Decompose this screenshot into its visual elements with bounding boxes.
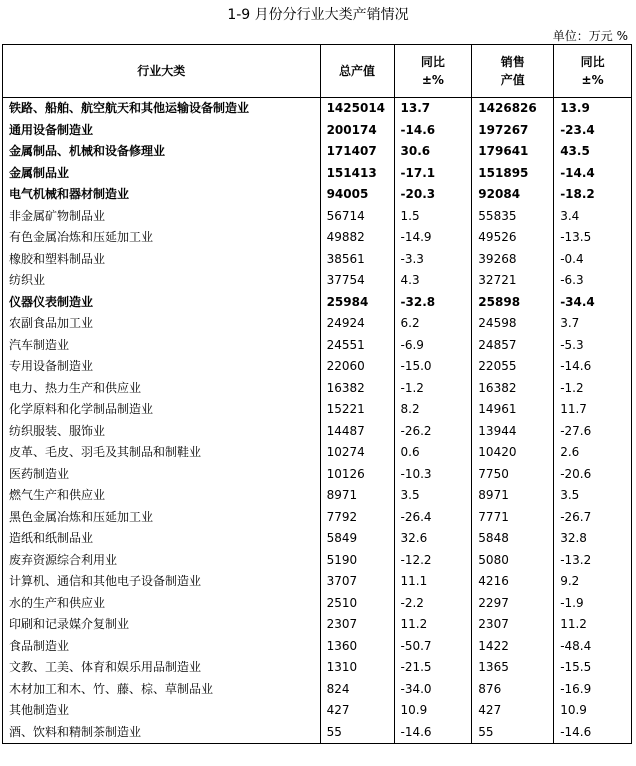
table-row	[3, 679, 632, 701]
sales-yoy-cell: 11.2	[554, 614, 632, 636]
sales-cell: 16382	[472, 378, 554, 400]
sales-cell: 5848	[472, 528, 554, 550]
output-yoy-cell: -12.2	[394, 550, 472, 572]
sales-yoy-cell: -26.7	[554, 507, 632, 529]
output-yoy-cell: 3.5	[394, 485, 472, 507]
sales-yoy-cell: -1.9	[554, 593, 632, 615]
sales-yoy-cell: 11.7	[554, 399, 632, 421]
output-yoy-cell: 8.2	[394, 399, 472, 421]
table-row	[3, 227, 632, 249]
sales-cell: 49526	[472, 227, 554, 249]
sales-cell: 24598	[472, 313, 554, 335]
output-yoy-cell: 32.6	[394, 528, 472, 550]
output-yoy-cell: -50.7	[394, 636, 472, 658]
header-yoy-bottom: ±%	[421, 73, 444, 87]
sales-cell: 55	[472, 722, 554, 744]
table-row	[3, 636, 632, 658]
header-industry: 行业大类	[3, 45, 321, 98]
table-row	[3, 184, 632, 206]
table-row	[3, 98, 632, 120]
industry-name-cell: 农副食品加工业	[3, 313, 321, 335]
industry-name-cell: 其他制造业	[3, 700, 321, 722]
output-cell: 5849	[320, 528, 394, 550]
sales-cell: 1365	[472, 657, 554, 679]
industry-name-cell: 酒、饮料和精制茶制造业	[3, 722, 321, 744]
sales-yoy-cell: -14.6	[554, 722, 632, 744]
sales-cell: 197267	[472, 120, 554, 142]
output-cell: 5190	[320, 550, 394, 572]
output-cell: 10126	[320, 464, 394, 486]
table-row	[3, 292, 632, 314]
sales-yoy-cell: 10.9	[554, 700, 632, 722]
industry-name-cell: 废弃资源综合利用业	[3, 550, 321, 572]
sales-cell: 10420	[472, 442, 554, 464]
table-row	[3, 700, 632, 722]
header-sales	[472, 45, 554, 98]
output-cell: 15221	[320, 399, 394, 421]
output-cell: 171407	[320, 141, 394, 163]
table-row	[3, 421, 632, 443]
sales-cell: 25898	[472, 292, 554, 314]
sales-yoy-cell: 2.6	[554, 442, 632, 464]
output-cell: 14487	[320, 421, 394, 443]
header-yoy-top: 同比	[420, 55, 445, 69]
table-row	[3, 141, 632, 163]
output-yoy-cell: -26.4	[394, 507, 472, 529]
sales-cell: 24857	[472, 335, 554, 357]
table-row	[3, 550, 632, 572]
industry-name-cell: 专用设备制造业	[3, 356, 321, 378]
output-cell: 24551	[320, 335, 394, 357]
output-yoy-cell: -17.1	[394, 163, 472, 185]
sales-yoy-cell: -14.4	[554, 163, 632, 185]
output-cell: 2510	[320, 593, 394, 615]
industry-name-cell: 非金属矿物制品业	[3, 206, 321, 228]
table-row	[3, 356, 632, 378]
sales-yoy-cell: 3.5	[554, 485, 632, 507]
sales-yoy-cell: -18.2	[554, 184, 632, 206]
output-yoy-cell: 10.9	[394, 700, 472, 722]
sales-yoy-cell: -27.6	[554, 421, 632, 443]
output-cell: 94005	[320, 184, 394, 206]
output-yoy-cell: 11.2	[394, 614, 472, 636]
sales-yoy-cell: -0.4	[554, 249, 632, 271]
sales-cell: 4216	[472, 571, 554, 593]
sales-cell: 427	[472, 700, 554, 722]
output-cell: 37754	[320, 270, 394, 292]
sales-cell: 8971	[472, 485, 554, 507]
output-yoy-cell: 1.5	[394, 206, 472, 228]
sales-cell: 39268	[472, 249, 554, 271]
output-cell: 49882	[320, 227, 394, 249]
header-yoy	[394, 45, 472, 98]
sales-yoy-cell: -6.3	[554, 270, 632, 292]
industry-name-cell: 水的生产和供应业	[3, 593, 321, 615]
sales-cell: 179641	[472, 141, 554, 163]
table-row	[3, 378, 632, 400]
sales-cell: 2307	[472, 614, 554, 636]
sales-cell: 7771	[472, 507, 554, 529]
table-row	[3, 485, 632, 507]
table-row	[3, 657, 632, 679]
sales-yoy-cell: -14.6	[554, 356, 632, 378]
sales-cell: 55835	[472, 206, 554, 228]
output-yoy-cell: 11.1	[394, 571, 472, 593]
output-yoy-cell: 30.6	[394, 141, 472, 163]
industry-name-cell: 皮革、毛皮、羽毛及其制品和制鞋业	[3, 442, 321, 464]
sales-cell: 14961	[472, 399, 554, 421]
sales-cell: 7750	[472, 464, 554, 486]
output-yoy-cell: -2.2	[394, 593, 472, 615]
output-cell: 824	[320, 679, 394, 701]
output-yoy-cell: 13.7	[394, 98, 472, 120]
output-yoy-cell: -3.3	[394, 249, 472, 271]
industry-name-cell: 木材加工和木、竹、藤、棕、草制品业	[3, 679, 321, 701]
sales-cell: 2297	[472, 593, 554, 615]
table-row	[3, 528, 632, 550]
industry-name-cell: 电力、热力生产和供应业	[3, 378, 321, 400]
industry-name-cell: 橡胶和塑料制品业	[3, 249, 321, 271]
output-yoy-cell: -26.2	[394, 421, 472, 443]
output-yoy-cell: 4.3	[394, 270, 472, 292]
sales-yoy-cell: -48.4	[554, 636, 632, 658]
table-row	[3, 270, 632, 292]
industry-name-cell: 金属制品、机械和设备修理业	[3, 141, 321, 163]
header-output: 总产值	[320, 45, 394, 98]
sales-cell: 876	[472, 679, 554, 701]
sales-yoy-cell: -5.3	[554, 335, 632, 357]
sales-yoy-cell: -1.2	[554, 378, 632, 400]
sales-yoy-cell: -16.9	[554, 679, 632, 701]
industry-name-cell: 通用设备制造业	[3, 120, 321, 142]
output-cell: 1360	[320, 636, 394, 658]
header-sales-yoy-bottom: ±%	[581, 73, 604, 87]
industry-name-cell: 纺织业	[3, 270, 321, 292]
sales-cell: 5080	[472, 550, 554, 572]
industry-name-cell: 印刷和记录媒介复制业	[3, 614, 321, 636]
output-yoy-cell: -1.2	[394, 378, 472, 400]
sales-cell: 151895	[472, 163, 554, 185]
output-cell: 427	[320, 700, 394, 722]
output-cell: 16382	[320, 378, 394, 400]
sales-cell: 13944	[472, 421, 554, 443]
sales-yoy-cell: 3.4	[554, 206, 632, 228]
sales-cell: 1422	[472, 636, 554, 658]
industry-name-cell: 汽车制造业	[3, 335, 321, 357]
sales-cell: 32721	[472, 270, 554, 292]
output-yoy-cell: 6.2	[394, 313, 472, 335]
header-sales-yoy	[554, 45, 632, 98]
output-yoy-cell: -6.9	[394, 335, 472, 357]
industry-name-cell: 仪器仪表制造业	[3, 292, 321, 314]
header-sales-yoy-top: 同比	[580, 55, 605, 69]
output-cell: 1425014	[320, 98, 394, 120]
table-row	[3, 442, 632, 464]
table-row	[3, 206, 632, 228]
output-cell: 38561	[320, 249, 394, 271]
sales-cell: 1426826	[472, 98, 554, 120]
industry-name-cell: 燃气生产和供应业	[3, 485, 321, 507]
table-row	[3, 163, 632, 185]
output-cell: 200174	[320, 120, 394, 142]
output-yoy-cell: -21.5	[394, 657, 472, 679]
industry-name-cell: 造纸和纸制品业	[3, 528, 321, 550]
table-body	[3, 98, 632, 744]
sales-yoy-cell: -34.4	[554, 292, 632, 314]
sales-yoy-cell: -20.6	[554, 464, 632, 486]
industry-name-cell: 医药制造业	[3, 464, 321, 486]
table-row	[3, 614, 632, 636]
output-cell: 25984	[320, 292, 394, 314]
output-yoy-cell: -14.9	[394, 227, 472, 249]
output-yoy-cell: -14.6	[394, 722, 472, 744]
table-row	[3, 313, 632, 335]
table-row	[3, 507, 632, 529]
output-cell: 1310	[320, 657, 394, 679]
output-yoy-cell: -34.0	[394, 679, 472, 701]
sales-yoy-cell: 43.5	[554, 141, 632, 163]
output-yoy-cell: -15.0	[394, 356, 472, 378]
output-cell: 3707	[320, 571, 394, 593]
industry-name-cell: 食品制造业	[3, 636, 321, 658]
output-cell: 56714	[320, 206, 394, 228]
industry-name-cell: 金属制品业	[3, 163, 321, 185]
sales-yoy-cell: 13.9	[554, 98, 632, 120]
output-yoy-cell: 0.6	[394, 442, 472, 464]
sales-cell: 22055	[472, 356, 554, 378]
industry-name-cell: 黑色金属冶炼和压延加工业	[3, 507, 321, 529]
sales-yoy-cell: -13.2	[554, 550, 632, 572]
industry-name-cell: 计算机、通信和其他电子设备制造业	[3, 571, 321, 593]
output-cell: 7792	[320, 507, 394, 529]
table-row	[3, 399, 632, 421]
table-title: 1-9 月份分行业大类产销情况	[227, 7, 409, 23]
table-row	[3, 464, 632, 486]
industry-name-cell: 电气机械和器材制造业	[3, 184, 321, 206]
header-sales-top: 销售	[500, 55, 525, 69]
output-yoy-cell: -32.8	[394, 292, 472, 314]
industry-name-cell: 化学原料和化学制品制造业	[3, 399, 321, 421]
output-cell: 24924	[320, 313, 394, 335]
output-cell: 2307	[320, 614, 394, 636]
unit-label: 单位：万元 %	[552, 29, 628, 43]
table-row	[3, 722, 632, 744]
sales-yoy-cell: -23.4	[554, 120, 632, 142]
sales-yoy-cell: 3.7	[554, 313, 632, 335]
table-row	[3, 593, 632, 615]
output-cell: 22060	[320, 356, 394, 378]
output-yoy-cell: -10.3	[394, 464, 472, 486]
output-cell: 8971	[320, 485, 394, 507]
header-sales-bottom: 产值	[500, 73, 525, 87]
industry-name-cell: 铁路、船舶、航空航天和其他运输设备制造业	[3, 98, 321, 120]
industry-name-cell: 有色金属冶炼和压延加工业	[3, 227, 321, 249]
sales-yoy-cell: 9.2	[554, 571, 632, 593]
sales-cell: 92084	[472, 184, 554, 206]
output-yoy-cell: -20.3	[394, 184, 472, 206]
table-row	[3, 571, 632, 593]
table-row	[3, 120, 632, 142]
table-row	[3, 249, 632, 271]
sales-yoy-cell: 32.8	[554, 528, 632, 550]
output-yoy-cell: -14.6	[394, 120, 472, 142]
sales-yoy-cell: -13.5	[554, 227, 632, 249]
table-row	[3, 335, 632, 357]
output-cell: 55	[320, 722, 394, 744]
industry-name-cell: 文教、工美、体育和娱乐用品制造业	[3, 657, 321, 679]
industry-table	[2, 44, 632, 744]
header-row	[3, 45, 632, 98]
industry-name-cell: 纺织服装、服饰业	[3, 421, 321, 443]
output-cell: 10274	[320, 442, 394, 464]
output-cell: 151413	[320, 163, 394, 185]
sales-yoy-cell: -15.5	[554, 657, 632, 679]
